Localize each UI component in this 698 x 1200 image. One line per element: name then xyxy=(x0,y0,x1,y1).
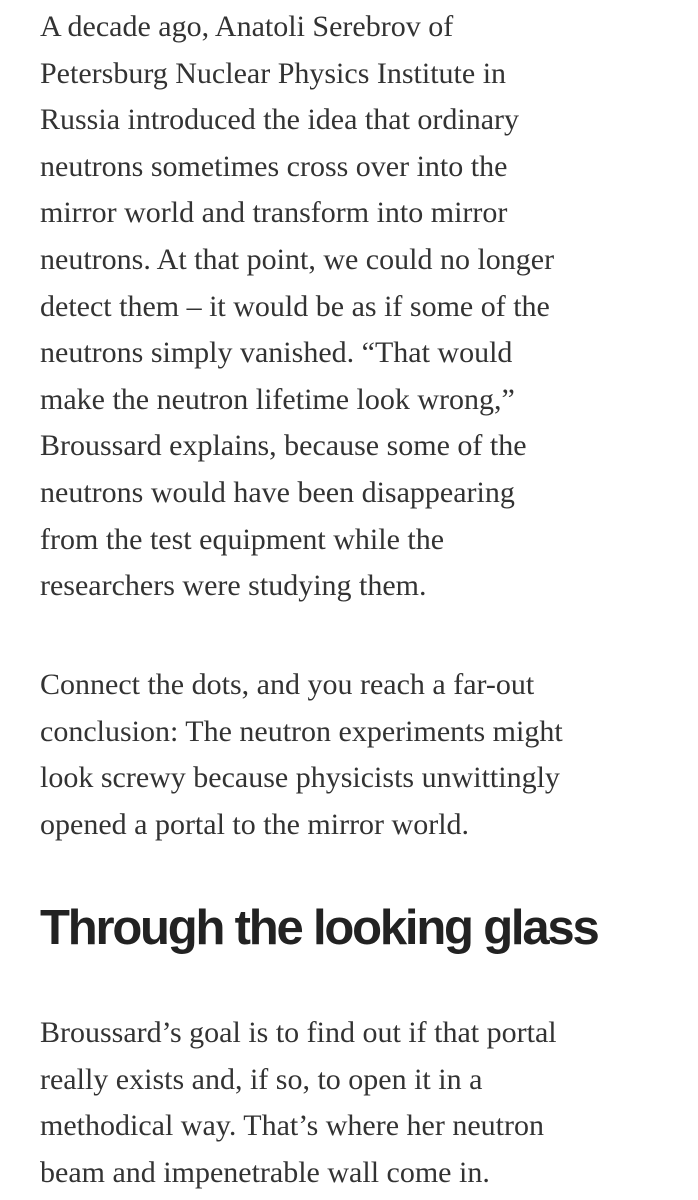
article-paragraph xyxy=(40,1010,557,1196)
paragraph-line: Connect the dots, and you reach a far-out xyxy=(40,668,535,701)
paragraph-line: neutrons simply vanished. “That would xyxy=(40,336,513,370)
paragraph-line: Russia introduced the idea that ordinary xyxy=(40,103,520,137)
paragraph-line: Broussard explains, because some of the xyxy=(40,429,527,463)
paragraph-line: methodical way. That’s where her neutron xyxy=(40,1109,544,1143)
paragraph-line: really exists and, if so, to open it in a xyxy=(40,1062,483,1096)
paragraph-line: A decade ago, Anatoli Serebrov of xyxy=(40,10,454,43)
paragraph-line: from the test equipment while the xyxy=(40,522,445,556)
paragraph-line: Broussard’s goal is to find out if that portal xyxy=(40,1016,557,1049)
paragraph-line: make the neutron lifetime look wrong,” xyxy=(40,382,515,416)
paragraph-line: conclusion: The neutron experiments might xyxy=(40,714,563,748)
paragraph-line: look screwy because physicists unwittingly xyxy=(40,761,560,795)
paragraph-line: opened a portal to the mirror world. xyxy=(40,807,470,841)
article-paragraph xyxy=(40,4,554,610)
paragraph-line: detect them – it would be as if some of the xyxy=(40,289,550,323)
paragraph-line: beam and impenetrable wall come in. xyxy=(40,1155,490,1189)
paragraph-line: mirror world and transform into mirror xyxy=(40,196,508,230)
paragraph-line: researchers were studying them. xyxy=(40,569,427,603)
article-paragraph xyxy=(40,662,563,848)
paragraph-line: neutrons. At that point, we could no longer xyxy=(40,242,555,276)
paragraph-line: neutrons would have been disappearing xyxy=(40,475,515,509)
paragraph-line: neutrons sometimes cross over into the xyxy=(40,149,508,183)
paragraph-line: Petersburg Nuclear Physics Institute in xyxy=(40,56,507,90)
section-heading: Through the looking glass xyxy=(40,901,598,955)
